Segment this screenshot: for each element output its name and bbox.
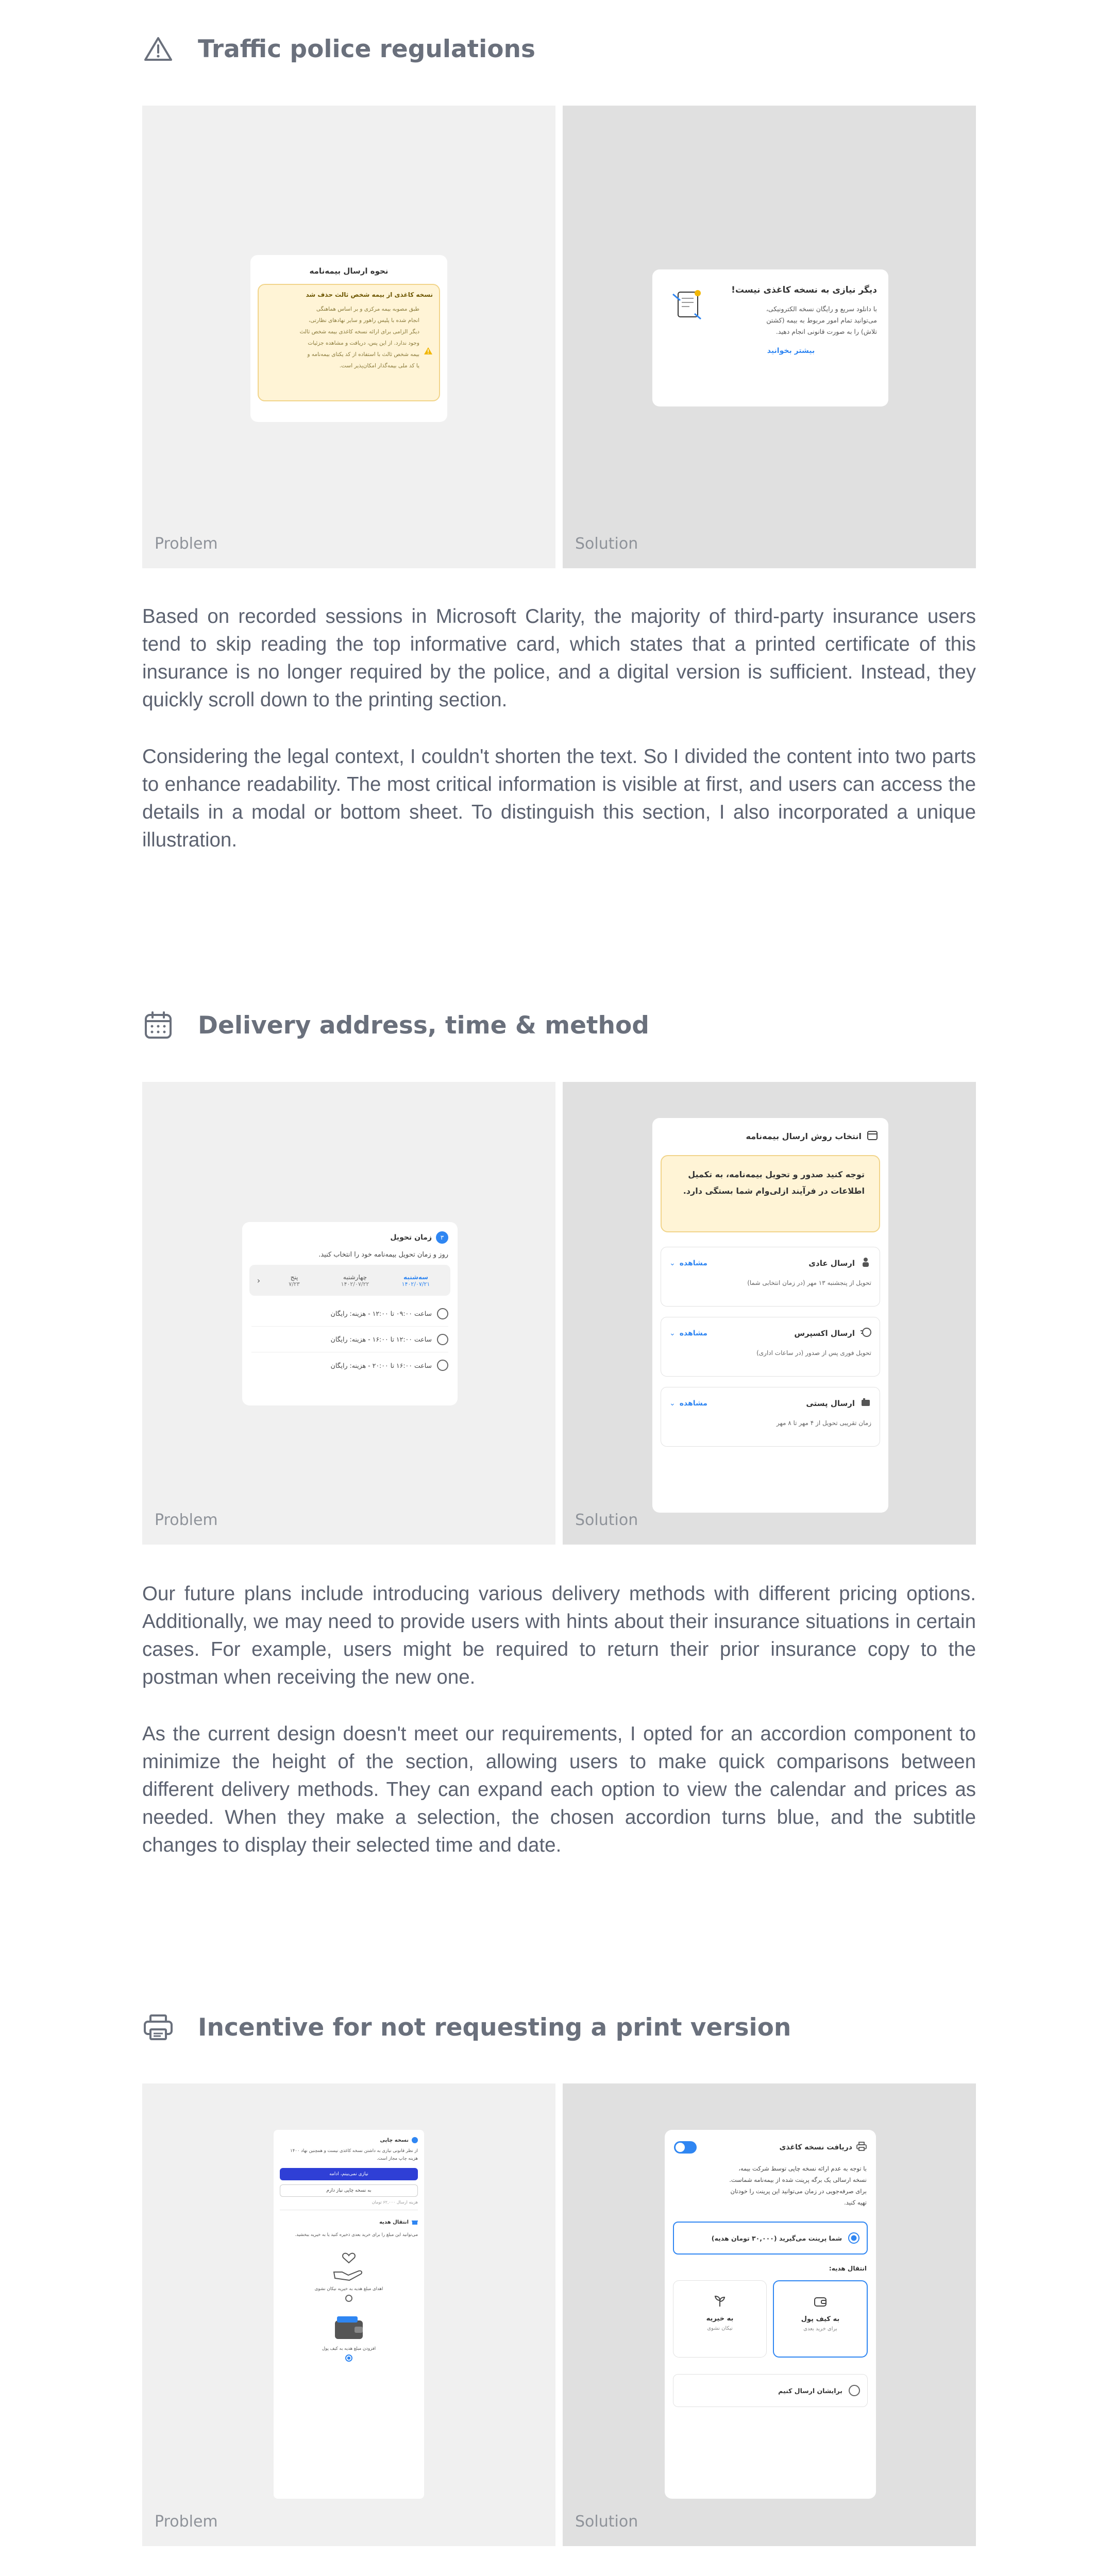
mock-desc-line: برای صرفه‌جویی در زمان می‌توانید این پرینت را خودتان	[730, 2188, 867, 2195]
gift-label: انتقال هدیه:	[829, 2265, 867, 2272]
section-heading: Delivery address, time & method	[198, 1011, 649, 1040]
mock-warning-line: دیگر الزامی برای ارائه نسخه کاغذی بیمه شخص ثالث	[299, 329, 419, 335]
paragraph: Considering the legal context, I couldn't shorten the text. So I divided the content into two parts to enhance readability. The most critical information is visible at first, and users can access the details in a modal or bottom sheet. To distinguish this section, I also incorporated a unique illustration.	[142, 745, 976, 851]
time-slot[interactable]	[251, 1327, 448, 1352]
paragraph: As the current design doesn't meet our requirements, I opted for an accordion component to minimize the height of the section, allowing users to make quick comparisons between different delivery methods. They can expand each option to view the calendar and prices as needed. When they make a selection, the chosen accordion turns blue, and the subtitle changes to display their selected time and date.	[142, 1723, 976, 1856]
calendar-icon	[142, 1009, 174, 1041]
chevron-down-icon[interactable]: ⌄	[669, 1329, 676, 1337]
radio-button[interactable]	[437, 1308, 448, 1319]
problem-label: Problem	[155, 1511, 218, 1529]
day-picker[interactable]	[249, 1265, 450, 1296]
charity-choice[interactable]	[673, 2280, 767, 2358]
read-more-link[interactable]: بیشتر بخوانید	[767, 347, 815, 355]
mock-card-print-method	[250, 255, 447, 422]
plant-icon	[713, 2300, 727, 2310]
method-desc: زمان تقریبی تحویل از ۴ مهر تا ۸ مهر	[776, 1419, 871, 1427]
charity-option-label: اهدای مبلغ هدیه به خیریه نیکان نشوی	[314, 2286, 383, 2292]
mock-desc-line: با توجه به عدم ارائه نسخه چاپی توسط شرکت بیمه،	[738, 2165, 867, 2172]
mock-desc: از نظر قانونی نیازی به داشتن نسخه کاغذی نیست و همچنین نهاد ۱۴۰۰ هزینه چاپ مجاز است.	[290, 2148, 418, 2161]
warning-triangle-icon	[142, 33, 174, 65]
express-icon	[860, 1327, 871, 1340]
time-slot[interactable]	[251, 1352, 448, 1378]
mock-hint: هزینه ارسال ۶۲,۰۰۰ تومان	[372, 2200, 418, 2205]
mock-card-delivery-method	[652, 1118, 888, 1513]
wallet-title: به کیف پول	[801, 2315, 840, 2323]
mock-warning-line: طبق مصوبه بیمه مرکزی و بر اساس هماهنگی	[316, 306, 419, 312]
time-slot-label: ساعت ۱۲:۰۰ تا ۱۶:۰۰ - هزینه: رایگان	[330, 1335, 432, 1343]
step-dot-icon	[412, 2137, 418, 2143]
solution-label: Solution	[575, 1511, 638, 1529]
mock-card-paper-copy	[665, 2130, 876, 2499]
self-print-label: شما پرینت می‌گیرید (۳۰,۰۰۰ تومان هدیه)	[711, 2234, 842, 2242]
wallet-icon	[332, 2334, 366, 2344]
calendar-small-icon	[867, 1129, 878, 1143]
self-print-option[interactable]	[673, 2222, 868, 2255]
radio-button[interactable]	[437, 1334, 448, 1345]
mock-title: دیگر نیازی به نسخه کاغذی نیست!	[731, 285, 877, 295]
problem-panel	[142, 2083, 555, 2546]
mock-warning-line: وجود ندارد. از این پس، دریافت و مشاهده جزئیات	[308, 340, 419, 346]
time-slot-label: ساعت ۰۹:۰۰ تا ۱۲:۰۰ - هزینه: رایگان	[330, 1310, 432, 1317]
mock-line: تلاش) را به صورت قانونی انجام دهید.	[775, 328, 877, 335]
step-badge: ۳	[436, 1231, 448, 1244]
section-title-delivery	[142, 1009, 649, 1041]
mock-warning-box	[258, 284, 440, 401]
send-print-label: برایشان ارسال کنیم	[778, 2386, 842, 2395]
send-print-option[interactable]	[673, 2374, 868, 2407]
warning-small-icon	[424, 347, 433, 371]
printer-small-icon	[856, 2142, 867, 2153]
mock-line: با دانلود سریع و رایگان نسخه الکترونیکی،	[766, 305, 877, 313]
day-option[interactable]: سه‌شنبه ۱۴۰۲/۰۷/۲۱	[401, 1273, 430, 1287]
view-link[interactable]: مشاهده	[679, 1399, 707, 1408]
radio-button[interactable]	[849, 2385, 860, 2396]
wallet-small-icon	[813, 2300, 828, 2310]
printer-icon	[142, 2011, 174, 2043]
solution-panel	[563, 2083, 976, 2546]
mock-title: دریافت نسخه کاغذی	[779, 2143, 852, 2151]
method-name: ارسال عادی	[808, 1259, 855, 1268]
mail-box-icon	[860, 1397, 871, 1410]
mock-desc-line: تهیه کنید.	[844, 2199, 867, 2206]
solution-panel	[563, 1082, 976, 1545]
day-option[interactable]: چهارشنبه ۱۴۰۲/۰۷/۲۲	[341, 1273, 369, 1287]
section-heading: Traffic police regulations	[198, 35, 535, 63]
wallet-option[interactable]	[274, 2313, 424, 2364]
gift-icon	[412, 2217, 418, 2227]
problem-label: Problem	[155, 535, 218, 553]
view-link[interactable]: مشاهده	[679, 1329, 707, 1337]
time-slot-label: ساعت ۱۶:۰۰ تا ۲۰:۰۰ - هزینه: رایگان	[330, 1361, 432, 1369]
gift-title: انتقال هدیه	[379, 2219, 409, 2225]
wallet-choice[interactable]	[773, 2280, 868, 2358]
section-title-incentive	[142, 2011, 791, 2043]
toggle-switch[interactable]	[674, 2141, 697, 2154]
radio-button-selected[interactable]	[848, 2232, 859, 2244]
mock-card-no-paper	[652, 269, 888, 406]
mock-title: انتخاب روش ارسال بیمه‌نامه	[746, 1131, 862, 1141]
mock-line: می‌توانید تمام امور مربوط به بیمه (کشتن	[766, 316, 877, 324]
courier-icon	[860, 1257, 871, 1270]
paragraph: Based on recorded sessions in Microsoft Clarity, the majority of third-party insurance users tend to skip reading the top informative card, which states that a printed certificate of this insurance is no longer required by the police, and a digital version is sufficient. Instead, they quickly scroll down to the printing section.	[142, 605, 976, 711]
chevron-left-icon[interactable]: ‹	[257, 1275, 261, 1285]
primary-button[interactable]: نیازی نمی‌بینم، ادامه	[280, 2168, 418, 2180]
section-heading: Incentive for not requesting a print version	[198, 2013, 791, 2042]
mock-warning-title: نسخه کاغذی از بیمه شخص ثالث حذف شد	[306, 291, 433, 298]
method-name: ارسال پستی	[806, 1399, 855, 1408]
chevron-down-icon[interactable]: ⌄	[669, 1399, 676, 1408]
gift-desc: می‌توانید این مبلغ را برای خرید بعدی ذخیره کنید یا به خیریه ببخشید.	[295, 2232, 418, 2238]
view-link[interactable]: مشاهده	[679, 1259, 707, 1267]
mock-card-delivery-time	[242, 1222, 458, 1405]
mock-subtitle: روز و زمان تحویل بیمه‌نامه خود را انتخاب کنید.	[318, 1251, 448, 1259]
chevron-down-icon[interactable]: ⌄	[669, 1259, 676, 1267]
mock-warning-line: بیمه شخص ثالث با استفاده از کد یکتای بیمه‌نامه و	[307, 351, 419, 358]
paragraph: Our future plans include introducing various delivery methods with different pricing options. Additionally, we may need to provide users with hints about their insurance situations in certain cases. For example, users might be required to return their prior insurance copy to the postman when receiving the new one.	[142, 1583, 976, 1688]
mock-title: نحوه ارسال بیمه‌نامه	[309, 266, 389, 276]
mock-card-print-version	[274, 2130, 424, 2499]
accordion-item[interactable]	[661, 1247, 880, 1307]
charity-hand-icon	[331, 2275, 367, 2284]
problem-panel	[142, 1082, 555, 1545]
method-desc: تحویل فوری پس از صدور (در ساعات اداری)	[756, 1349, 871, 1357]
document-illustration-icon	[669, 285, 705, 355]
radio-button[interactable]	[345, 2295, 352, 2302]
radio-button[interactable]	[437, 1360, 448, 1371]
method-desc: تحویل از پنجشنبه ۱۳ مهر (در زمان انتخابی شما)	[747, 1279, 871, 1286]
problem-panel	[142, 106, 555, 568]
mock-desc-line: نسخه ارسالی یک برگه پرینت شده از بیمه‌نامه شماست.	[729, 2176, 867, 2183]
problem-label: Problem	[155, 2513, 218, 2531]
mock-notice: توجه کنید صدور و تحویل بیمه‌نامه، به تکمیل اطلاعات در فرآیند ازلی‌وام شما بستگی دارد.	[661, 1155, 880, 1232]
radio-button-selected[interactable]	[345, 2354, 352, 2362]
day-option[interactable]: پنج ۷/۲۳	[289, 1273, 300, 1287]
wallet-option-label: افزودن مبلغ هدیه به کیف پول	[322, 2346, 376, 2351]
mock-title: نسخه چاپی	[380, 2137, 409, 2143]
method-name: ارسال اکسپرس	[794, 1329, 855, 1338]
wallet-sub: برای خرید بعدی	[803, 2326, 837, 2332]
accordion-item[interactable]	[661, 1317, 880, 1377]
mock-warning-line: یا کد ملی بیمه‌گذار امکان‌پذیر است.	[339, 363, 419, 369]
mock-title: زمان تحویل	[390, 1233, 432, 1242]
solution-label: Solution	[575, 2513, 638, 2531]
charity-option[interactable]	[274, 2251, 424, 2304]
time-slot[interactable]	[251, 1301, 448, 1327]
charity-sub: نیکان نشوی	[707, 2326, 733, 2331]
solution-label: Solution	[575, 535, 638, 553]
secondary-button[interactable]: به نسخه چاپی نیاز دارم	[280, 2184, 418, 2197]
charity-title: به خیریه	[706, 2315, 734, 2323]
mock-warning-line: انجام شده با پلیس راهور و سایر نهادهای نظارتی،	[308, 317, 419, 324]
solution-panel	[563, 106, 976, 568]
section-title-traffic	[142, 33, 535, 65]
accordion-item[interactable]	[661, 1387, 880, 1447]
